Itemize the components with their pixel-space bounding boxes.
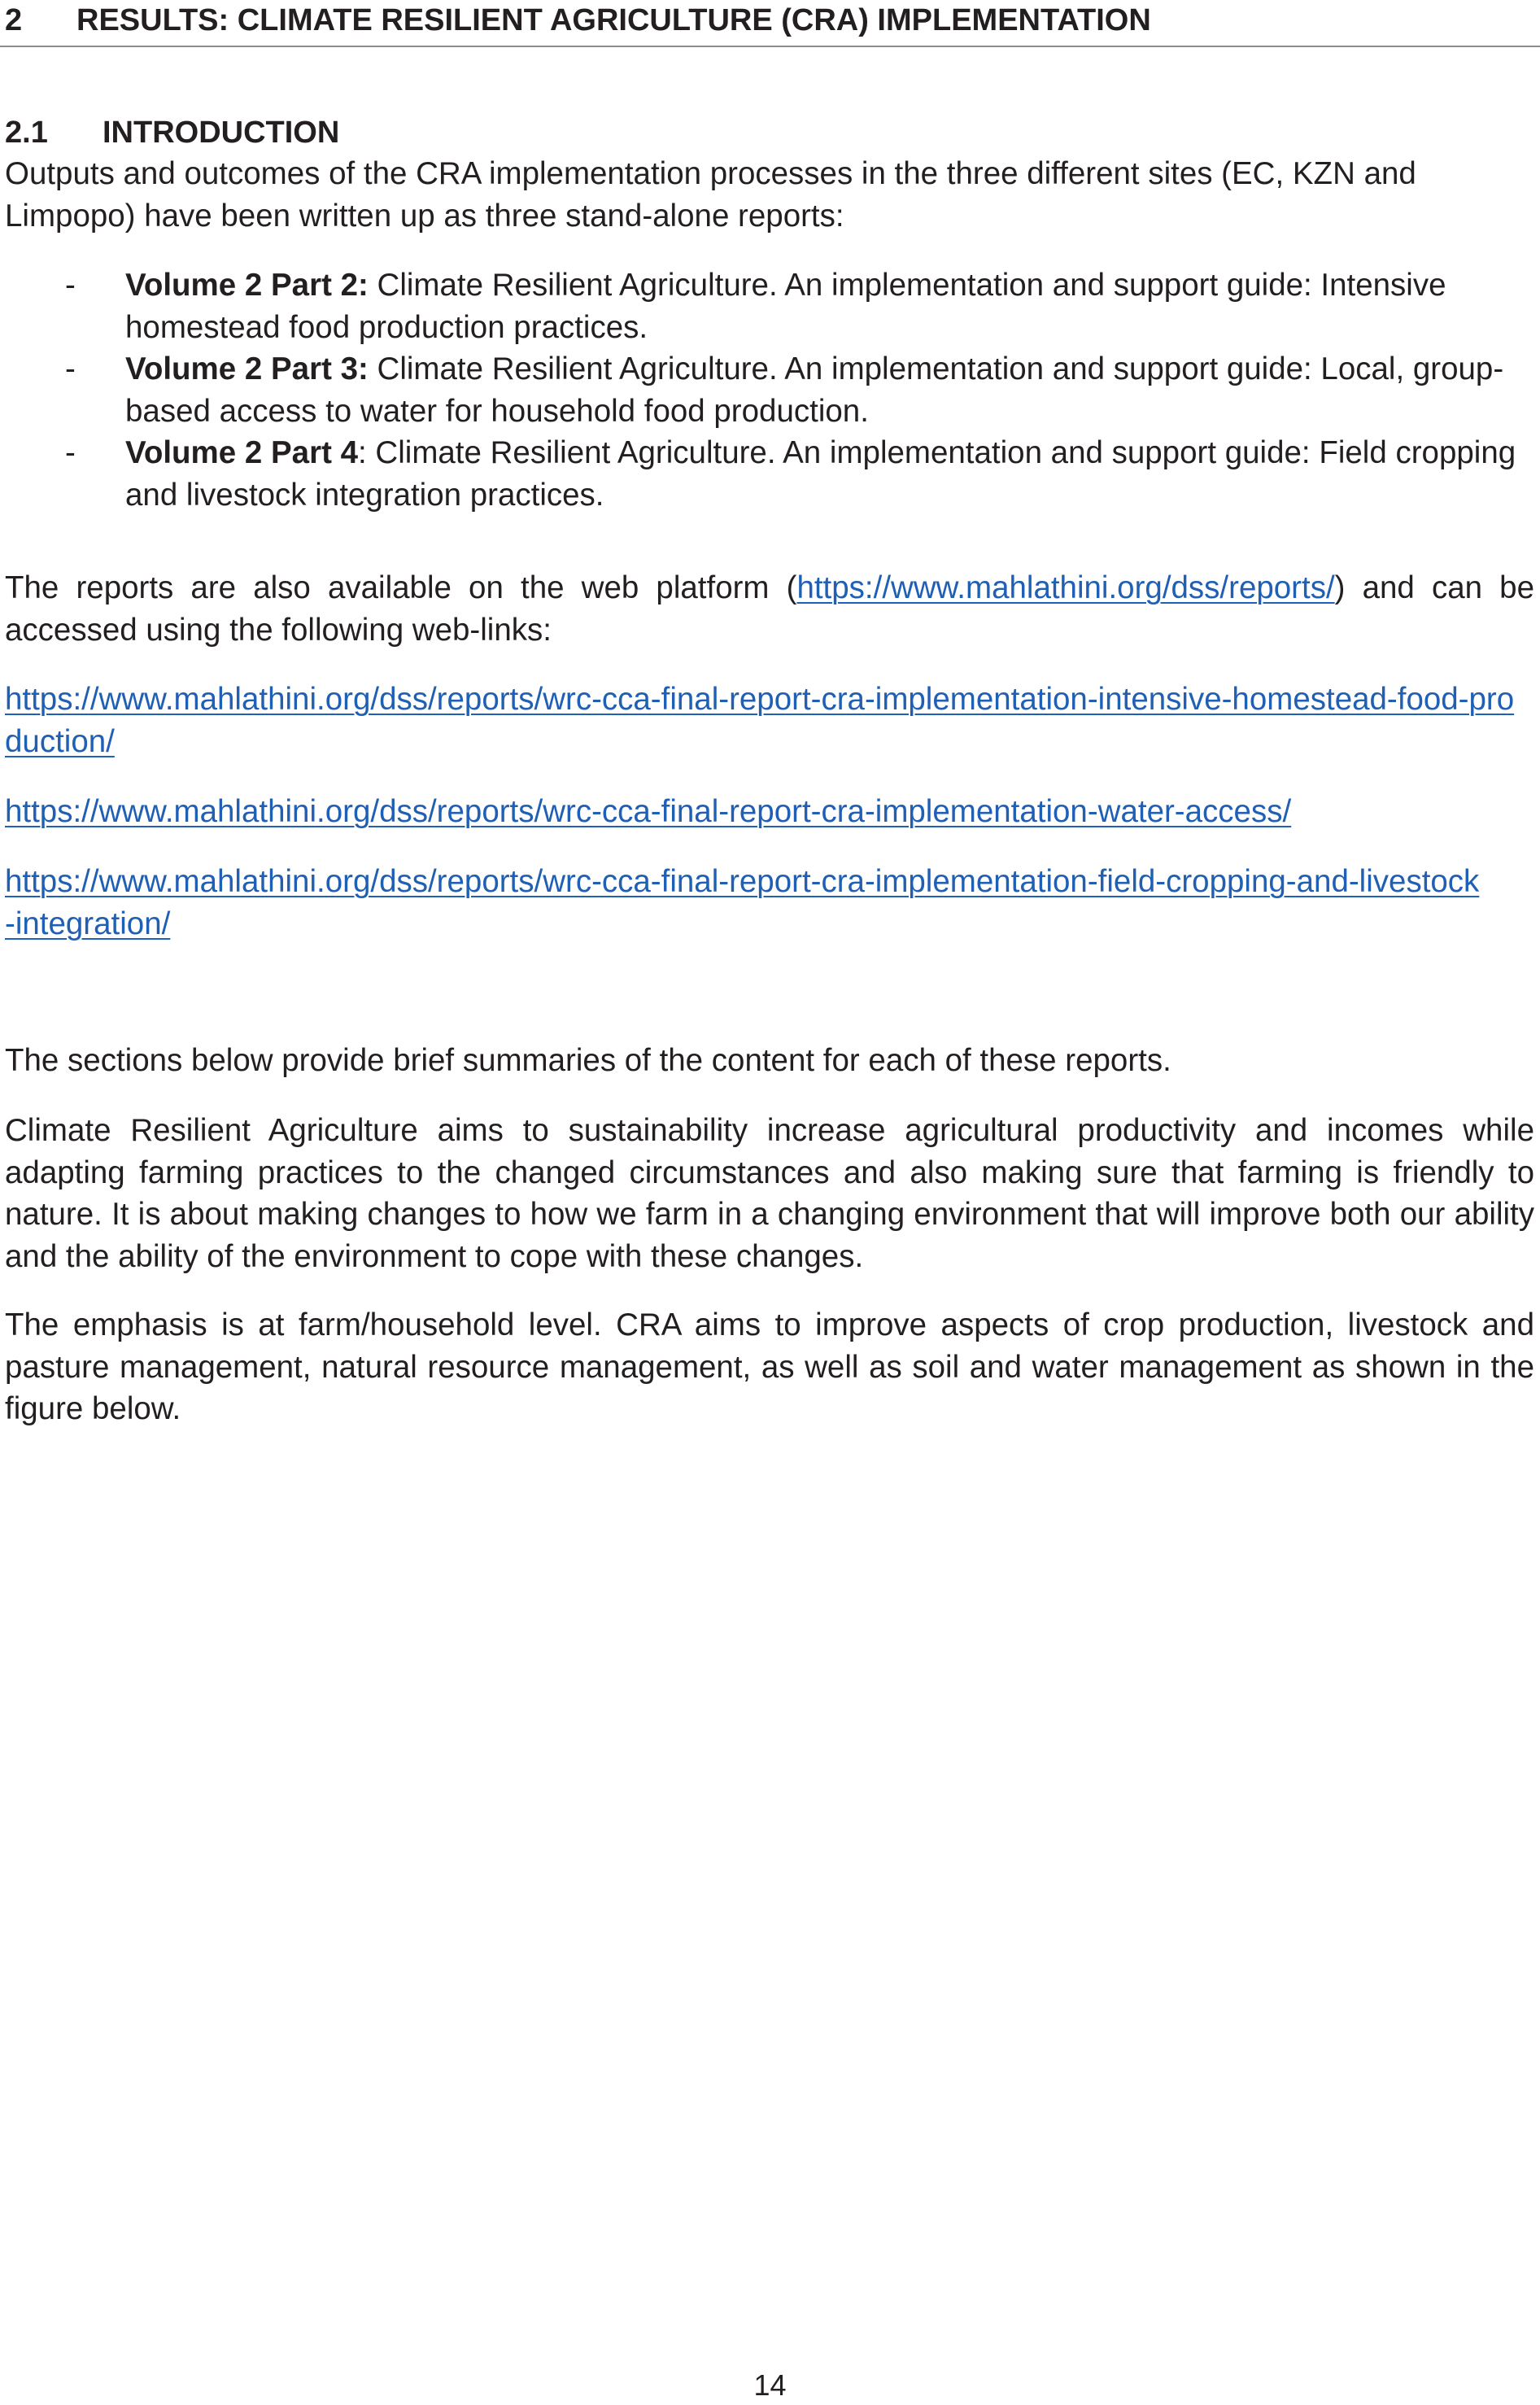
link-paragraph — [5, 861, 1485, 945]
bullet-dash: - — [65, 351, 76, 386]
reports-platform-link[interactable]: https://www.mahlathini.org/dss/reports/ — [796, 570, 1335, 605]
homestead-report-link[interactable]: https://www.mahlathini.org/dss/reports/wrc-cca-final-report-cra-implementation-intensive-homestead-food-production/ — [5, 682, 1515, 759]
link-paragraph — [5, 791, 1534, 833]
page-number: 14 — [753, 2368, 787, 2402]
section-number: 2.1 — [5, 116, 48, 150]
field-cropping-report-link[interactable]: https://www.mahlathini.org/dss/reports/wrc-cca-final-report-cra-implementation-field-cropping-and-livestock-integration/ — [5, 864, 1480, 941]
sections-note-paragraph: The sections below provide brief summaries of the content for each of these reports. — [5, 1043, 1171, 1078]
cra-paragraph: Climate Resilient Agriculture aims to sustainability increase agricultural productivity and incomes while adapting farming practices to the changed circumstances and also making sure that farming is friendly to nature. It is about making changes to how we farm in a changing environment that will improve both our ability and the ability of the environment to cope with these changes. — [5, 1113, 1534, 1274]
emphasis-paragraph: The emphasis is at farm/household level. CRA aims to improve aspects of crop production, livestock and pasture management, natural resource management, as well as soil and water management as shown in the figure below. — [5, 1307, 1534, 1426]
section-heading — [5, 114, 339, 151]
report-list — [5, 264, 1534, 516]
section-title: INTRODUCTION — [103, 116, 340, 150]
intro-paragraph: Outputs and outcomes of the CRA implementation processes in the three different sites (EC, KZN and Limpopo) have been written up as three stand-alone reports: — [5, 156, 1416, 234]
bullet-text: Climate Resilient Agriculture. An implementation and support guide: Local, group-based access to water for household food production. — [125, 351, 1504, 429]
bullet-dash: - — [65, 268, 76, 303]
list-item — [5, 264, 1534, 348]
list-item — [5, 432, 1534, 516]
chapter-heading — [5, 2, 1534, 44]
chapter-title: RESULTS: CLIMATE RESILIENT AGRICULTURE (CRA) IMPLEMENTATION — [76, 3, 1151, 37]
availability-text-after: ) and can be accessed using the following web-links: — [5, 570, 1535, 648]
water-access-report-link[interactable]: https://www.mahlathini.org/dss/reports/wrc-cca-final-report-cra-implementation-water-access/ — [5, 794, 1292, 829]
bullet-text: Climate Resilient Agriculture. An implementation and support guide: Intensive homestead food production practices. — [125, 268, 1446, 345]
bullet-label: Volume 2 Part 2: — [125, 268, 369, 303]
list-item — [5, 348, 1534, 432]
bullet-label: Volume 2 Part 4 — [125, 435, 359, 470]
chapter-number: 2 — [5, 3, 23, 37]
bullet-dash: - — [65, 435, 76, 470]
bullet-text: : Climate Resilient Agriculture. An implementation and support guide: Field cropping and livestock integration practices. — [125, 435, 1516, 513]
bullet-label: Volume 2 Part 3: — [125, 351, 369, 386]
availability-text-before: The reports are also available on the web platform ( — [5, 570, 797, 605]
availability-paragraph — [5, 567, 1534, 651]
heading-rule — [0, 46, 1540, 47]
link-paragraph — [5, 679, 1526, 762]
